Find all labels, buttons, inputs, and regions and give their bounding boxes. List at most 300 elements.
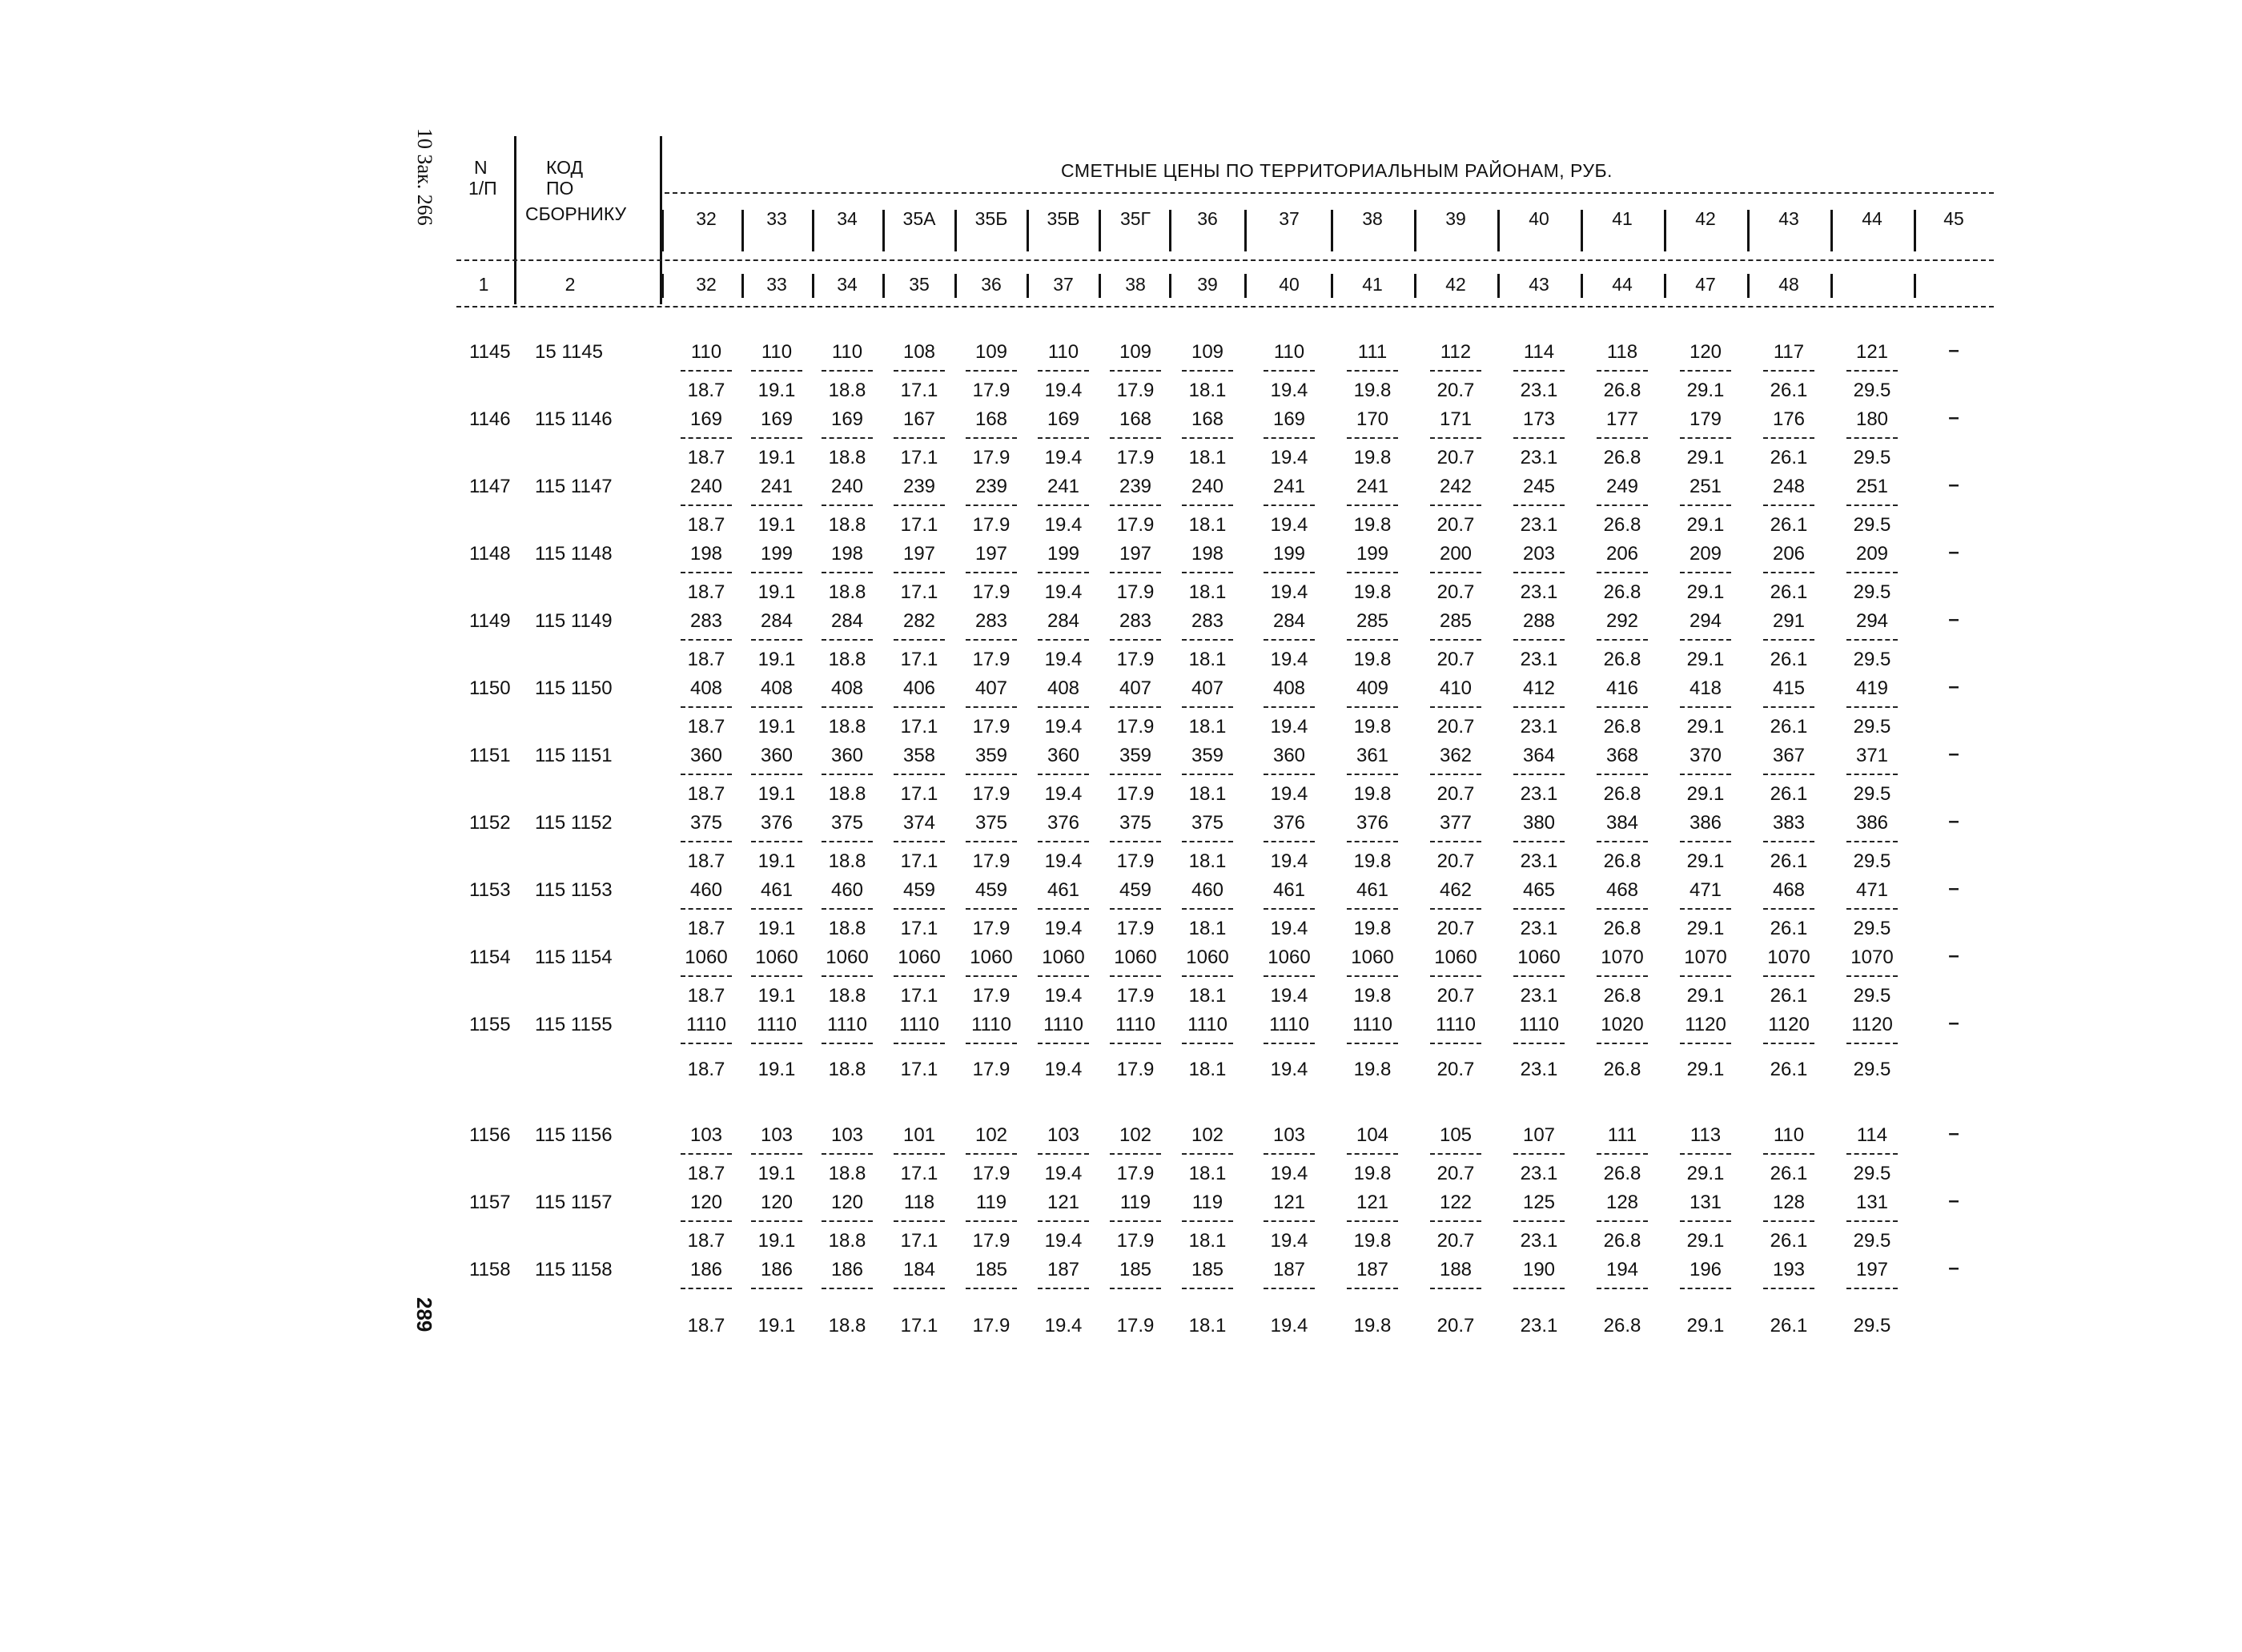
price-cell: 187 bbox=[1272, 1259, 1306, 1280]
price-cell: 185 bbox=[974, 1259, 1008, 1280]
price-cell: 168 bbox=[1119, 408, 1152, 430]
price-cell: 1070 bbox=[1601, 947, 1644, 968]
fraction-line bbox=[1430, 1043, 1481, 1044]
price-cell: 408 bbox=[689, 677, 723, 699]
price-cell: 242 bbox=[1439, 476, 1473, 497]
empty-cell-dash: – bbox=[1948, 1190, 1959, 1212]
coefficient-cell: 18.8 bbox=[828, 850, 866, 872]
coefficient-cell: 17.9 bbox=[972, 447, 1011, 468]
column-separator bbox=[1169, 210, 1171, 251]
column-number: 41 bbox=[1362, 274, 1383, 295]
fraction-line bbox=[1347, 975, 1398, 977]
fraction-line bbox=[681, 1288, 732, 1289]
fraction-line bbox=[1513, 774, 1565, 775]
coefficient-cell: 26.8 bbox=[1603, 1315, 1641, 1336]
fraction-line bbox=[1430, 1288, 1481, 1289]
price-cell: 110 bbox=[690, 341, 722, 363]
coefficient-cell: 29.1 bbox=[1686, 1230, 1725, 1252]
fraction-line bbox=[1846, 572, 1898, 573]
coefficient-cell: 26.8 bbox=[1603, 850, 1641, 872]
coefficient-cell: 18.8 bbox=[828, 581, 866, 603]
price-cell: 461 bbox=[1356, 879, 1389, 901]
row-code: 115 1157 bbox=[535, 1192, 613, 1213]
coefficient-cell: 17.9 bbox=[972, 380, 1011, 401]
fraction-line bbox=[1110, 437, 1161, 439]
price-cell: 360 bbox=[830, 745, 864, 766]
column-number: 44 bbox=[1612, 274, 1633, 295]
coefficient-cell: 26.1 bbox=[1770, 514, 1808, 536]
coefficient-cell: 17.9 bbox=[972, 581, 1011, 603]
fraction-line bbox=[1347, 774, 1398, 775]
coefficient-cell: 26.8 bbox=[1603, 1230, 1641, 1252]
fraction-line bbox=[1110, 908, 1161, 910]
price-cell: 128 bbox=[1605, 1192, 1639, 1213]
coefficient-cell: 23.1 bbox=[1520, 985, 1558, 1007]
fraction-line bbox=[1110, 1043, 1161, 1044]
coefficient-cell: 19.1 bbox=[757, 1163, 796, 1184]
price-cell: 110 bbox=[761, 341, 793, 363]
price-cell: 359 bbox=[1119, 745, 1152, 766]
price-cell: 1060 bbox=[1042, 947, 1085, 968]
fraction-line bbox=[1763, 1220, 1814, 1222]
fraction-line bbox=[1680, 1043, 1731, 1044]
price-cell: 121 bbox=[1047, 1192, 1080, 1213]
price-cell: 169 bbox=[830, 408, 864, 430]
price-cell: 241 bbox=[1047, 476, 1080, 497]
column-number: 32 bbox=[696, 274, 717, 295]
price-cell: 114 bbox=[1523, 341, 1555, 363]
price-cell: 118 bbox=[903, 1192, 935, 1213]
coefficient-cell: 19.1 bbox=[757, 581, 796, 603]
fraction-line bbox=[1038, 908, 1089, 910]
price-cell: 118 bbox=[1606, 341, 1638, 363]
price-cell: 122 bbox=[1439, 1192, 1473, 1213]
coefficient-cell: 18.1 bbox=[1188, 447, 1227, 468]
fraction-line bbox=[1110, 1288, 1161, 1289]
empty-cell-dash: – bbox=[1948, 541, 1959, 563]
price-cell: 103 bbox=[760, 1124, 794, 1146]
price-cell: 1120 bbox=[1768, 1014, 1810, 1035]
fraction-line bbox=[1513, 1288, 1565, 1289]
fraction-line bbox=[1680, 437, 1731, 439]
column-number: 47 bbox=[1695, 274, 1716, 295]
coefficient-cell: 17.1 bbox=[900, 1059, 938, 1080]
coefficient-cell: 18.1 bbox=[1188, 716, 1227, 738]
fraction-line bbox=[822, 1220, 873, 1222]
fraction-line bbox=[822, 1153, 873, 1155]
price-cell: 418 bbox=[1689, 677, 1722, 699]
price-cell: 376 bbox=[1047, 812, 1080, 834]
coefficient-cell: 20.7 bbox=[1436, 985, 1475, 1007]
coefficient-cell: 19.4 bbox=[1044, 918, 1083, 939]
coefficient-cell: 23.1 bbox=[1520, 581, 1558, 603]
price-cell: 194 bbox=[1605, 1259, 1639, 1280]
coefficient-cell: 19.4 bbox=[1270, 380, 1308, 401]
price-cell: 370 bbox=[1689, 745, 1722, 766]
price-cell: 461 bbox=[1047, 879, 1080, 901]
fraction-line bbox=[894, 1043, 945, 1044]
price-cell: 196 bbox=[1689, 1259, 1722, 1280]
column-separator bbox=[1830, 274, 1833, 298]
column-number: 1 bbox=[478, 274, 489, 295]
fraction-line bbox=[1110, 841, 1161, 842]
price-cell: 375 bbox=[830, 812, 864, 834]
price-cell: 209 bbox=[1689, 543, 1722, 565]
price-cell: 408 bbox=[1047, 677, 1080, 699]
column-number: 35 bbox=[909, 274, 930, 295]
price-cell: 110 bbox=[1273, 341, 1305, 363]
price-cell: 288 bbox=[1522, 610, 1556, 632]
price-cell: 460 bbox=[689, 879, 723, 901]
price-cell: 1060 bbox=[1186, 947, 1229, 968]
coefficient-cell: 19.8 bbox=[1353, 850, 1392, 872]
coefficient-cell: 20.7 bbox=[1436, 1315, 1475, 1336]
coefficient-cell: 19.4 bbox=[1044, 783, 1083, 805]
fraction-line bbox=[751, 504, 802, 506]
fraction-line bbox=[1846, 437, 1898, 439]
coefficient-cell: 18.7 bbox=[687, 581, 725, 603]
price-cell: 121 bbox=[1855, 341, 1889, 363]
empty-cell-dash: – bbox=[1948, 810, 1959, 832]
fraction-line bbox=[1182, 706, 1233, 708]
price-cell: 358 bbox=[902, 745, 936, 766]
fraction-line bbox=[1264, 1153, 1315, 1155]
price-cell: 199 bbox=[1356, 543, 1389, 565]
fraction-line bbox=[1846, 975, 1898, 977]
fraction-line bbox=[1597, 370, 1648, 372]
fraction-line bbox=[1347, 841, 1398, 842]
column-separator bbox=[1747, 274, 1750, 298]
price-cell: 185 bbox=[1191, 1259, 1224, 1280]
fraction-line bbox=[751, 1220, 802, 1222]
fraction-line bbox=[1038, 504, 1089, 506]
fraction-line bbox=[1597, 706, 1648, 708]
fraction-line bbox=[1846, 706, 1898, 708]
fraction-line bbox=[751, 1153, 802, 1155]
coefficient-cell: 19.1 bbox=[757, 850, 796, 872]
price-cell: 1060 bbox=[1268, 947, 1311, 968]
price-cell: 283 bbox=[689, 610, 723, 632]
price-cell: 1060 bbox=[755, 947, 798, 968]
coefficient-cell: 19.4 bbox=[1270, 985, 1308, 1007]
fraction-line bbox=[1038, 1288, 1089, 1289]
empty-cell-dash: – bbox=[1948, 407, 1959, 428]
fraction-line bbox=[1763, 1043, 1814, 1044]
price-cell: 1020 bbox=[1601, 1014, 1644, 1035]
price-cell: 186 bbox=[760, 1259, 794, 1280]
fraction-line bbox=[1430, 841, 1481, 842]
column-separator bbox=[1497, 210, 1500, 251]
fraction-line bbox=[1430, 975, 1481, 977]
coefficient-cell: 19.8 bbox=[1353, 581, 1392, 603]
price-cell: 180 bbox=[1855, 408, 1889, 430]
price-cell: 248 bbox=[1772, 476, 1806, 497]
fraction-line bbox=[966, 1220, 1017, 1222]
coefficient-cell: 18.8 bbox=[828, 716, 866, 738]
coefficient-cell: 19.1 bbox=[757, 918, 796, 939]
fraction-line bbox=[1597, 504, 1648, 506]
coefficient-cell: 29.5 bbox=[1853, 850, 1891, 872]
fraction-line bbox=[822, 1288, 873, 1289]
coefficient-cell: 19.4 bbox=[1270, 783, 1308, 805]
fraction-line bbox=[1264, 639, 1315, 641]
row-number: 1155 bbox=[469, 1014, 511, 1035]
fraction-line bbox=[1680, 1288, 1731, 1289]
row-code: 115 1152 bbox=[535, 812, 613, 834]
fraction-line bbox=[1846, 1220, 1898, 1222]
column-separator bbox=[1027, 210, 1029, 251]
price-cell: 1110 bbox=[1436, 1014, 1476, 1035]
column-separator bbox=[1414, 210, 1416, 251]
fraction-line bbox=[822, 908, 873, 910]
coefficient-cell: 19.1 bbox=[757, 1059, 796, 1080]
coefficient-cell: 17.1 bbox=[900, 380, 938, 401]
coefficient-cell: 17.9 bbox=[1116, 716, 1155, 738]
price-cell: 1110 bbox=[1115, 1014, 1155, 1035]
fraction-line bbox=[1846, 908, 1898, 910]
coefficient-cell: 18.7 bbox=[687, 447, 725, 468]
price-cell: 103 bbox=[689, 1124, 723, 1146]
fraction-line bbox=[1110, 639, 1161, 641]
coefficient-cell: 26.1 bbox=[1770, 1315, 1808, 1336]
coefficient-cell: 26.1 bbox=[1770, 380, 1808, 401]
coefficient-cell: 18.1 bbox=[1188, 1059, 1227, 1080]
price-cell: 131 bbox=[1689, 1192, 1722, 1213]
fraction-line bbox=[966, 706, 1017, 708]
coefficient-cell: 19.4 bbox=[1044, 1315, 1083, 1336]
coefficient-cell: 19.1 bbox=[757, 1315, 796, 1336]
header-main-title: СМЕТНЫЕ ЦЕНЫ ПО ТЕРРИТОРИАЛЬНЫМ РАЙОНАМ, РУБ. bbox=[1061, 160, 1613, 181]
coefficient-cell: 19.8 bbox=[1353, 716, 1392, 738]
price-cell: 104 bbox=[1356, 1124, 1389, 1146]
fraction-line bbox=[822, 774, 873, 775]
column-number: 48 bbox=[1778, 274, 1799, 295]
fraction-line bbox=[1038, 774, 1089, 775]
fraction-line bbox=[1038, 572, 1089, 573]
coefficient-cell: 29.1 bbox=[1686, 716, 1725, 738]
fraction-line bbox=[1038, 706, 1089, 708]
fraction-line bbox=[1038, 437, 1089, 439]
fraction-line bbox=[1763, 437, 1814, 439]
price-cell: 361 bbox=[1356, 745, 1389, 766]
fraction-line bbox=[1680, 572, 1731, 573]
coefficient-cell: 29.1 bbox=[1686, 985, 1725, 1007]
coefficient-cell: 19.8 bbox=[1353, 985, 1392, 1007]
coefficient-cell: 29.1 bbox=[1686, 1315, 1725, 1336]
column-number: 39 bbox=[1197, 274, 1218, 295]
fraction-line bbox=[1846, 639, 1898, 641]
price-cell: 188 bbox=[1439, 1259, 1473, 1280]
coefficient-cell: 17.9 bbox=[972, 1315, 1011, 1336]
fraction-line bbox=[1846, 1288, 1898, 1289]
column-separator bbox=[1244, 210, 1247, 251]
coefficient-cell: 17.1 bbox=[900, 1163, 938, 1184]
price-cell: 1110 bbox=[1519, 1014, 1559, 1035]
fraction-line bbox=[1110, 572, 1161, 573]
fraction-line bbox=[681, 975, 732, 977]
coefficient-cell: 17.9 bbox=[972, 783, 1011, 805]
price-cell: 1070 bbox=[1850, 947, 1894, 968]
coefficient-cell: 29.1 bbox=[1686, 514, 1725, 536]
coefficient-cell: 19.4 bbox=[1044, 514, 1083, 536]
price-cell: 283 bbox=[1191, 610, 1224, 632]
row-code: 115 1155 bbox=[535, 1014, 613, 1035]
coefficient-cell: 19.8 bbox=[1353, 380, 1392, 401]
fraction-line bbox=[751, 437, 802, 439]
price-cell: 251 bbox=[1855, 476, 1889, 497]
price-cell: 377 bbox=[1439, 812, 1473, 834]
coefficient-cell: 19.4 bbox=[1270, 1163, 1308, 1184]
fraction-line bbox=[1347, 1043, 1398, 1044]
price-cell: 383 bbox=[1772, 812, 1806, 834]
coefficient-cell: 19.4 bbox=[1270, 850, 1308, 872]
coefficient-cell: 20.7 bbox=[1436, 447, 1475, 468]
coefficient-cell: 19.1 bbox=[757, 985, 796, 1007]
empty-cell-dash: – bbox=[1948, 474, 1959, 496]
price-cell: 199 bbox=[760, 543, 794, 565]
price-cell: 284 bbox=[1047, 610, 1080, 632]
coefficient-cell: 26.1 bbox=[1770, 716, 1808, 738]
price-cell: 294 bbox=[1855, 610, 1889, 632]
fraction-line bbox=[1110, 370, 1161, 372]
fraction-line bbox=[1763, 706, 1814, 708]
price-cell: 251 bbox=[1689, 476, 1722, 497]
price-cell: 206 bbox=[1605, 543, 1639, 565]
coefficient-cell: 19.4 bbox=[1044, 380, 1083, 401]
fraction-line bbox=[1597, 1288, 1648, 1289]
fraction-line bbox=[1182, 370, 1233, 372]
coefficient-cell: 17.9 bbox=[972, 850, 1011, 872]
price-cell: 375 bbox=[1191, 812, 1224, 834]
row-number: 1147 bbox=[469, 476, 511, 497]
column-number: 33 bbox=[766, 274, 787, 295]
fraction-line bbox=[1110, 1220, 1161, 1222]
price-cell: 245 bbox=[1522, 476, 1556, 497]
coefficient-cell: 18.8 bbox=[828, 1059, 866, 1080]
fraction-line bbox=[966, 1043, 1017, 1044]
price-cell: 291 bbox=[1772, 610, 1806, 632]
coefficient-cell: 23.1 bbox=[1520, 649, 1558, 670]
row-code: 15 1145 bbox=[535, 341, 603, 363]
row-code: 115 1158 bbox=[535, 1259, 613, 1280]
fraction-line bbox=[1347, 572, 1398, 573]
price-cell: 380 bbox=[1522, 812, 1556, 834]
fraction-line bbox=[681, 706, 732, 708]
coefficient-cell: 18.8 bbox=[828, 1230, 866, 1252]
empty-cell-dash: – bbox=[1948, 340, 1959, 361]
price-cell: 131 bbox=[1855, 1192, 1889, 1213]
price-cell: 171 bbox=[1439, 408, 1473, 430]
coefficient-cell: 29.5 bbox=[1853, 716, 1891, 738]
page-number: 289 bbox=[412, 1297, 436, 1332]
fraction-line bbox=[1680, 639, 1731, 641]
price-cell: 108 bbox=[902, 341, 936, 363]
price-cell: 110 bbox=[1773, 1124, 1805, 1146]
coefficient-cell: 26.8 bbox=[1603, 918, 1641, 939]
coefficient-cell: 23.1 bbox=[1520, 850, 1558, 872]
price-cell: 176 bbox=[1772, 408, 1806, 430]
price-cell: 471 bbox=[1855, 879, 1889, 901]
fraction-line bbox=[1110, 975, 1161, 977]
fraction-line bbox=[1513, 437, 1565, 439]
column-number: 42 bbox=[1445, 274, 1466, 295]
price-cell: 128 bbox=[1772, 1192, 1806, 1213]
price-cell: 110 bbox=[1047, 341, 1079, 363]
coefficient-cell: 20.7 bbox=[1436, 850, 1475, 872]
price-cell: 461 bbox=[1272, 879, 1306, 901]
header-rule bbox=[665, 192, 1994, 194]
header-rule bbox=[456, 306, 1994, 307]
coefficient-cell: 29.1 bbox=[1686, 649, 1725, 670]
coefficient-cell: 19.4 bbox=[1044, 1230, 1083, 1252]
fraction-line bbox=[966, 437, 1017, 439]
coefficient-cell: 19.4 bbox=[1270, 1230, 1308, 1252]
coefficient-cell: 29.1 bbox=[1686, 1163, 1725, 1184]
price-cell: 459 bbox=[1119, 879, 1152, 901]
column-number: 34 bbox=[837, 274, 858, 295]
coefficient-cell: 23.1 bbox=[1520, 380, 1558, 401]
price-cell: 119 bbox=[1119, 1192, 1151, 1213]
fraction-line bbox=[1264, 706, 1315, 708]
fraction-line bbox=[1513, 975, 1565, 977]
price-cell: 364 bbox=[1522, 745, 1556, 766]
column-separator bbox=[812, 210, 814, 251]
price-cell: 410 bbox=[1439, 677, 1473, 699]
coefficient-cell: 19.1 bbox=[757, 380, 796, 401]
price-cell: 103 bbox=[830, 1124, 864, 1146]
price-cell: 169 bbox=[689, 408, 723, 430]
fraction-line bbox=[1513, 504, 1565, 506]
district-label: 39 bbox=[1445, 208, 1466, 229]
district-label: 38 bbox=[1362, 208, 1383, 229]
coefficient-cell: 19.4 bbox=[1270, 581, 1308, 603]
fraction-line bbox=[1680, 908, 1731, 910]
price-cell: 1110 bbox=[971, 1014, 1011, 1035]
fraction-line bbox=[966, 975, 1017, 977]
column-separator bbox=[1664, 210, 1666, 251]
price-cell: 362 bbox=[1439, 745, 1473, 766]
column-number: 43 bbox=[1529, 274, 1549, 295]
coefficient-cell: 19.4 bbox=[1044, 850, 1083, 872]
coefficient-cell: 29.5 bbox=[1853, 581, 1891, 603]
coefficient-cell: 19.4 bbox=[1044, 581, 1083, 603]
fraction-line bbox=[894, 706, 945, 708]
fraction-line bbox=[1430, 572, 1481, 573]
fraction-line bbox=[681, 639, 732, 641]
fraction-line bbox=[894, 1288, 945, 1289]
fraction-line bbox=[822, 975, 873, 977]
coefficient-cell: 29.1 bbox=[1686, 918, 1725, 939]
fraction-line bbox=[751, 706, 802, 708]
fraction-line bbox=[1513, 1043, 1565, 1044]
price-cell: 1110 bbox=[899, 1014, 939, 1035]
price-cell: 103 bbox=[1047, 1124, 1080, 1146]
district-label: 44 bbox=[1862, 208, 1882, 229]
price-cell: 168 bbox=[974, 408, 1008, 430]
coefficient-cell: 19.4 bbox=[1044, 1163, 1083, 1184]
coefficient-cell: 17.9 bbox=[1116, 1163, 1155, 1184]
fraction-line bbox=[894, 437, 945, 439]
price-cell: 468 bbox=[1605, 879, 1639, 901]
fraction-line bbox=[1264, 841, 1315, 842]
price-cell: 120 bbox=[1689, 341, 1722, 363]
fraction-line bbox=[1763, 370, 1814, 372]
fraction-line bbox=[681, 1153, 732, 1155]
coefficient-cell: 19.4 bbox=[1044, 447, 1083, 468]
fraction-line bbox=[1264, 504, 1315, 506]
coefficient-cell: 20.7 bbox=[1436, 1163, 1475, 1184]
column-separator bbox=[1830, 210, 1833, 251]
